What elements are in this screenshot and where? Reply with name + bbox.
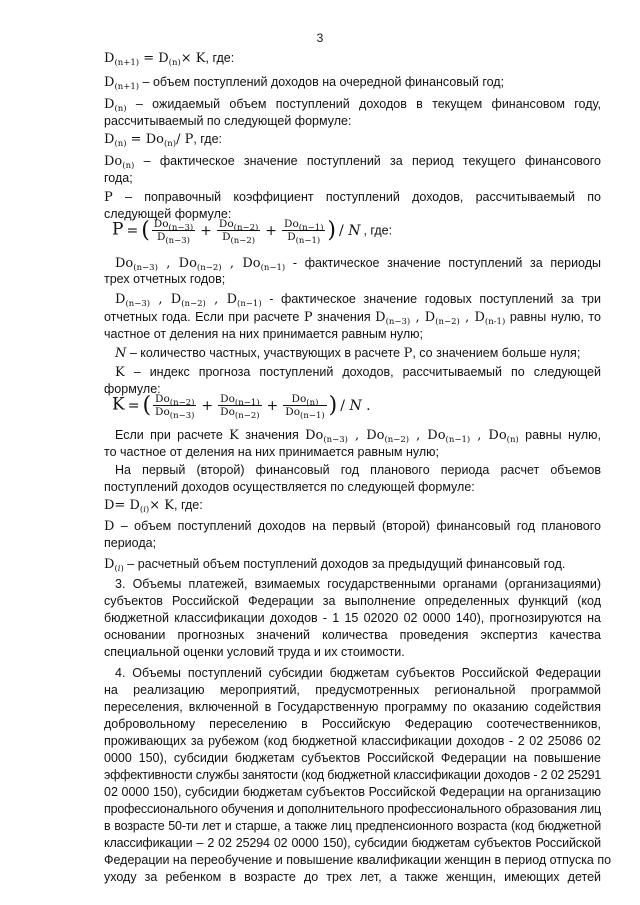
paragraph-4-line: эффективности службы занятости (код бюджетной классификации доходов - 2 02 25291 (104, 768, 601, 782)
text-line: следующей формуле: (104, 207, 232, 221)
text-line: частное от деления на них принимается равным нулю; (104, 327, 424, 341)
paragraph-3-line: бюджетной классификации доходов - 1 15 02020 02 0000 140), прогнозируются на (104, 611, 601, 625)
paragraph-3-line: субъектов Российской Федерации за выполнение определенных функций (код (104, 594, 601, 608)
paragraph-4-line: уходу за ребенком в возрасте до трех лет, а также женщин, имеющих детей (104, 870, 601, 884)
definition-p: P – поправочный коэффициент поступлений доходов, рассчитываемый по (104, 190, 601, 205)
paragraph-4-line: Федерации на переобучение и повышение квалификации женщин в период отпуска по (104, 853, 612, 867)
paragraph-4-line: добровольному переселению в Российскую Федерацию соотечественников, (104, 717, 601, 731)
definition-d-current: $D_{(n)}$ – ожидаемый объем поступлений доходов в текущем финансовом году, (104, 97, 601, 114)
formula-d-next-year: $D_{(n+1)} = D_{(n)}\times K$, где: (104, 51, 235, 68)
paragraph-4-line: проживающих за рубежом (код бюджетной классификации доходов - 2 02 25086 02 (104, 734, 601, 748)
definition-do-periods: $Do_{(n-3)}$ , $Do_{(n-2)}$ , $Do_{(n-1)}$ - фактическое значение поступлений за периоды (115, 256, 602, 273)
text-line: то частное от деления на них принимается равным нулю; (104, 445, 440, 459)
paragraph-3-line: 3. Объемы платежей, взимаемых государственными органами (организациями) (115, 577, 601, 591)
formula-k: K = ( $\frac{Do_{(n-2)}}{Do_{(n-3)}}$ + $\frac{Do_{(n-1)}}{Do_{(n-2)}}$ + $\frac{Do_{(n)}}{Do_{(n-1)}}$ ) / N . (112, 393, 371, 421)
text-line: Если при расчете K значения $Do_{(n-3)}$ , $Do_{(n-2)}$ , $Do_{(n-1)}$ , $Do_{(n)}$ равны нулю, (115, 428, 601, 445)
text-line: рассчитываемый по следующей формуле: (104, 114, 352, 128)
definition-d-planned: D – объем поступлений доходов на первый (второй) финансовый год планового (104, 519, 601, 534)
paragraph-4-line: классификации – 2 02 25294 02 0000 150), субсидии бюджетам субъектов Российской (104, 836, 601, 850)
formula-p: P = ( $\frac{Do_{(n-3)}}{D_{(n-3)}}$ + $\frac{Do_{(n-2)}}{D_{(n-2)}}$ + $\frac{Do_{(n-1)}}{D_{(n-1)}}$ ) / N , где: (112, 218, 393, 246)
formula-d-current: $D_{(n)} = Do_{(n)}/$ P, где: (104, 132, 223, 149)
definition-d-periods: $D_{(n-3)}$ , $D_{(n-2)}$ , $D_{(n-1)}$ - фактическое значение годовых поступлений за три (115, 292, 601, 309)
paragraph-4-line: 0000 150), субсидии бюджетам субъектов Российской Федерации на повышение (104, 751, 601, 765)
text-line: года; (104, 171, 133, 185)
text-line: периода; (104, 536, 157, 550)
definition-d-i: $D_{(i)}$ – расчетный объем поступлений доходов за предыдущий финансовый год. (104, 557, 566, 574)
paragraph-4-line: 4. Объемы поступлений субсидии бюджетам субъектов Российской Федерации (115, 666, 601, 680)
paragraph-3-line: основании прогнозных значений количества проведения экспертиз качества (104, 628, 601, 642)
paragraph-4-line: на реализацию мероприятий, предусмотренных региональной программой (104, 683, 601, 697)
page-number: 3 (316, 31, 324, 45)
text-line: поступлений доходов осуществляется по следующей формуле: (104, 480, 475, 494)
paragraph-4-line: в возрасте 50-ти лет и старше, а также лиц предпенсионного возраста (код бюджетной (104, 819, 601, 833)
paragraph-4-line: профессионального обучения и дополнительного профессионального образования лиц (104, 802, 601, 816)
text-line: формуле: (104, 382, 161, 396)
definition-d-next: $D_{(n+1)}$ – объем поступлений доходов на очередной финансовый год; (104, 75, 505, 92)
definition-k: K – индекс прогноза поступлений доходов, рассчитываемый по следующей (115, 365, 601, 380)
text-line: На первый (второй) финансовый год планового периода расчет объемов (115, 463, 601, 477)
paragraph-3-line: специальной оценки условий труда и их стоимости. (104, 645, 405, 659)
text-line: трех отчетных годов; (104, 272, 226, 286)
text-line: отчетных года. Если при расчете P значения $D_{(n-3)}$ , $D_{(n-2)}$ , $D_{(n-1)}$ равны нулю, то (104, 310, 601, 327)
formula-d-planned: $D= D_{(i)}\times K$, где: (104, 498, 203, 515)
paragraph-4-line: переселения, включенной в Государственную программу по оказанию содействия (104, 700, 601, 714)
definition-n: N – количество частных, участвующих в расчете P, со значением больше нуля; (115, 346, 581, 361)
paragraph-4-line: 02 0000 150), субсидии бюджетам субъектов Российской Федерации на организацию (104, 785, 601, 799)
definition-do-current: $Do_{(n)}$ – фактическое значение поступлений за период текущего финансового (104, 154, 601, 171)
